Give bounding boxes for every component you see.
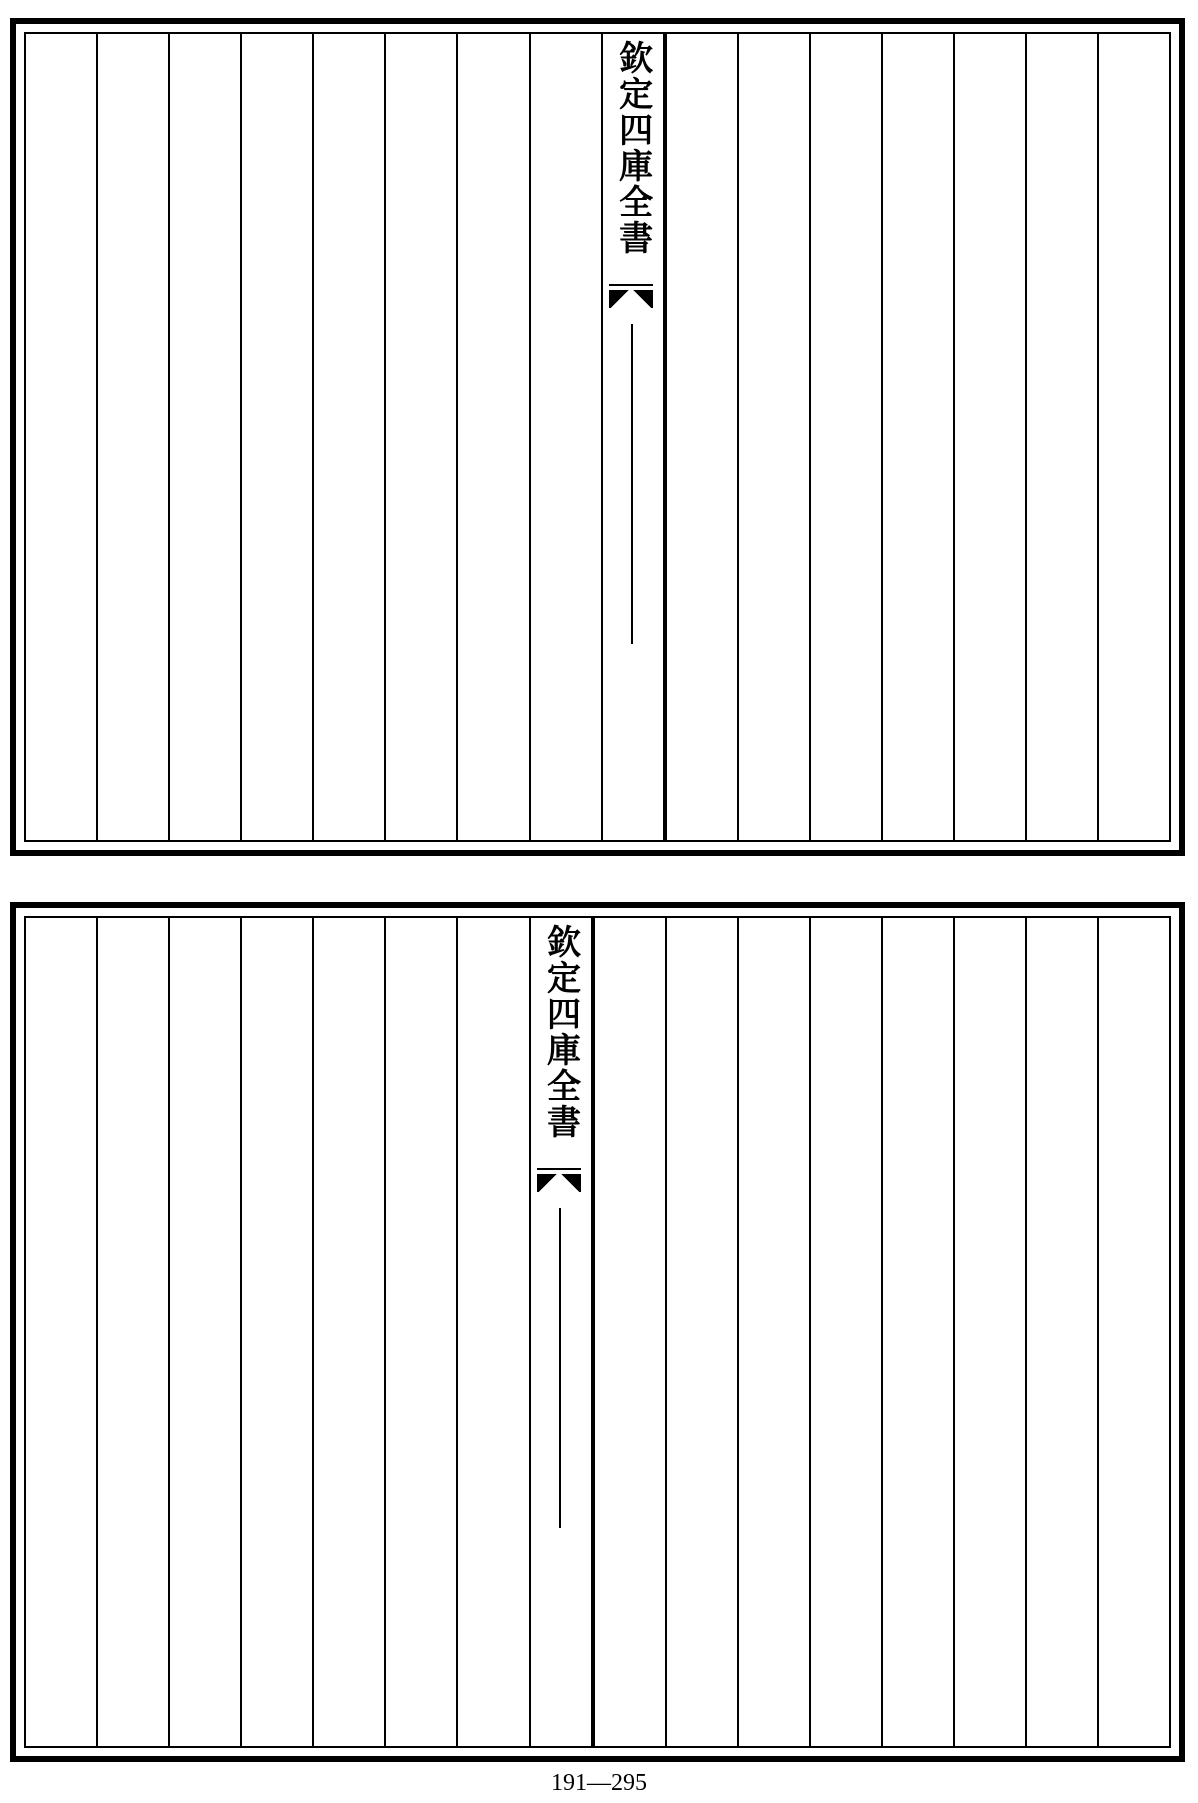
top-page-frame (24, 32, 1171, 842)
bottom-center-gutter (529, 918, 593, 1746)
top-column-4 (881, 34, 953, 840)
fish-tail-mark-icon (537, 1168, 581, 1192)
top-column-1 (1097, 34, 1169, 840)
top-column-5 (809, 34, 881, 840)
page-number: 191—295 (551, 1770, 647, 1796)
bottom-column-11 (312, 918, 384, 1746)
bottom-column-3 (953, 918, 1025, 1746)
bottom-column-14 (96, 918, 168, 1746)
bottom-column-4 (881, 918, 953, 1746)
top-column-2 (1025, 34, 1097, 840)
bottom-column-7 (665, 918, 737, 1746)
bottom-column-8 (593, 918, 665, 1746)
gutter-rule (631, 324, 633, 644)
bottom-page (10, 902, 1185, 1762)
bottom-column-1 (1097, 918, 1169, 1746)
fish-tail-mark-icon (609, 284, 653, 308)
bottom-column-10 (384, 918, 456, 1746)
top-column-12 (240, 34, 312, 840)
bottom-column-15 (26, 918, 96, 1746)
bottom-page-frame (24, 916, 1171, 1748)
top-column-15 (26, 34, 96, 840)
bottom-column-12 (240, 918, 312, 1746)
top-column-10 (384, 34, 456, 840)
bottom-column-6 (737, 918, 809, 1746)
bottom-gutter-title: 欽定四庫全書 (540, 924, 581, 1140)
top-column-11 (312, 34, 384, 840)
bottom-column-5 (809, 918, 881, 1746)
top-column-14 (96, 34, 168, 840)
top-gutter-title: 欽定四庫全書 (612, 40, 653, 256)
top-center-gutter (601, 34, 665, 840)
bottom-column-9 (456, 918, 528, 1746)
gutter-rule (559, 1208, 561, 1528)
top-column-9 (456, 34, 528, 840)
top-column-6 (737, 34, 809, 840)
top-column-8 (529, 34, 601, 840)
top-column-3 (953, 34, 1025, 840)
bottom-column-13 (168, 918, 240, 1746)
top-page (10, 18, 1185, 856)
top-column-13 (168, 34, 240, 840)
bottom-column-2 (1025, 918, 1097, 1746)
top-column-7 (665, 34, 737, 840)
